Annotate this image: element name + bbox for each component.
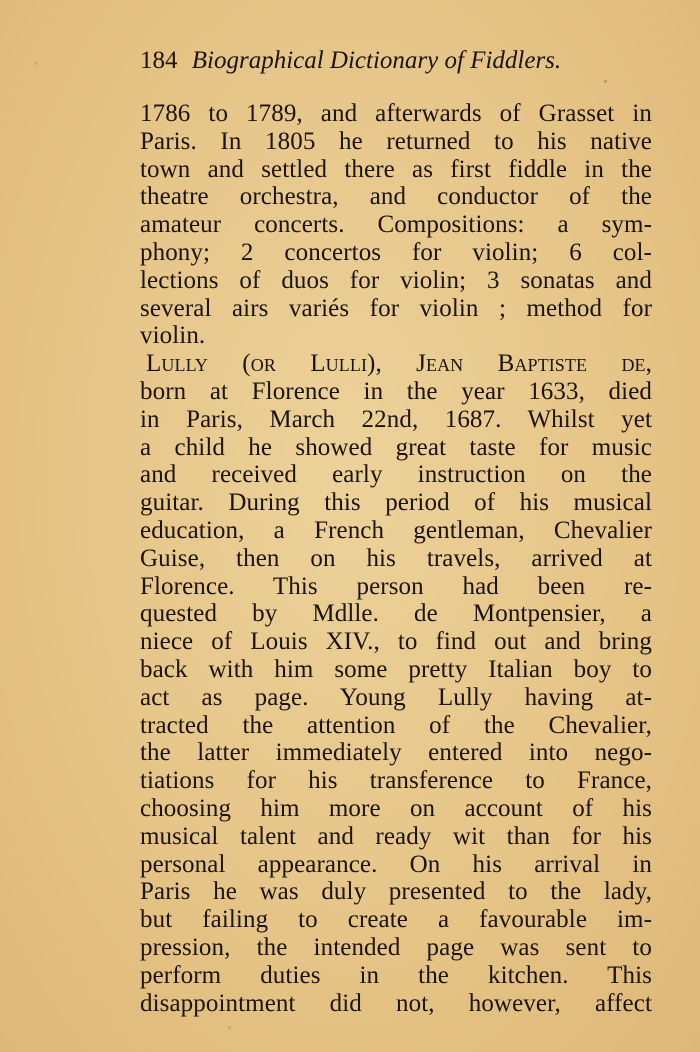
text-line: personal appearance. On his arrival in <box>140 850 652 878</box>
paper-speck <box>34 62 37 65</box>
text-line: lections of duos for violin; 3 sonatas and <box>140 266 652 294</box>
text-line: education, a French gentleman, Chevalier <box>140 516 652 544</box>
text-line: phony; 2 concertos for violin; 6 col- <box>140 238 652 266</box>
text-line: niece of Louis XIV., to find out and bring <box>140 628 652 656</box>
text-line: the latter immediately entered into nego- <box>140 739 652 767</box>
text-line: but failing to create a favourable im- <box>140 906 652 934</box>
running-title: Biographical Dictionary of Fiddlers. <box>191 47 562 74</box>
text-line: born at Florence in the year 1633, died <box>140 377 652 405</box>
text-line: amateur concerts. Compositions: a sym- <box>140 211 652 239</box>
page-number: 184 <box>140 47 178 74</box>
text-line: Guise, then on his travels, arrived at <box>140 544 652 572</box>
text-line: disappointment did not, however, affect <box>140 989 652 1017</box>
text-line: musical talent and ready wit than for his <box>140 822 652 850</box>
paper-speck <box>228 1026 231 1029</box>
text-line: Florence. This person had been re- <box>140 572 652 600</box>
text-line: violin. <box>140 322 206 350</box>
text-line: town and settled there as first fiddle in the <box>140 155 652 183</box>
text-line: act as page. Young Lully having at- <box>140 683 652 711</box>
text-line: perform duties in the kitchen. This <box>140 961 652 989</box>
text-line: 1786 to 1789, and afterwards of Grasset in <box>140 100 652 127</box>
text-line: tiations for his transference to France, <box>140 767 652 795</box>
text-line: and received early instruction on the <box>140 461 652 489</box>
running-header <box>140 46 660 76</box>
text-line: several airs variés for violin ; method for <box>140 294 652 322</box>
paper-speck <box>604 80 607 83</box>
text-line: pression, the intended page was sent to <box>140 933 652 961</box>
text-line: quested by Mdlle. de Montpensier, a <box>140 600 652 628</box>
text-line: in Paris, March 22nd, 1687. Whilst yet <box>140 405 652 433</box>
text-line: tracted the attention of the Chevalier, <box>140 711 652 739</box>
entry-heading: Lully (or Lulli), Jean Baptiste de, <box>146 350 652 378</box>
text-line: Paris. In 1805 he returned to his native <box>140 127 652 155</box>
text-line: theatre orchestra, and conductor of the <box>140 183 652 211</box>
text-line: guitar. During this period of his musical <box>140 489 652 517</box>
text-line: choosing him more on account of his <box>140 794 652 822</box>
text-line: a child he showed great taste for music <box>140 433 652 461</box>
text-line: Paris he was duly presented to the lady, <box>140 878 652 906</box>
text-line: back with him some pretty Italian boy to <box>140 655 652 683</box>
body-text <box>140 100 652 1017</box>
